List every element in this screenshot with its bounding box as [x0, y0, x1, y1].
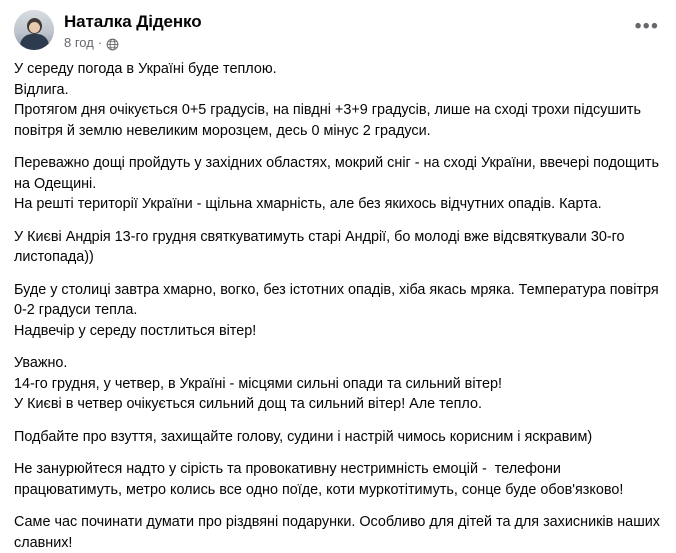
post-paragraph: Буде у столиці завтра хмарно, вогко, без істотних опадів, хіба якась мряка. Температура повітря 0-2 градуси тепла.: [14, 281, 663, 318]
globe-icon[interactable]: [106, 38, 119, 51]
post-body: [0, 55, 676, 553]
post-paragraph: Відлига.: [14, 81, 69, 98]
avatar-face: [29, 22, 40, 33]
post-timestamp[interactable]: 8 год: [64, 35, 94, 50]
avatar[interactable]: [14, 10, 54, 50]
post-paragraph: Не занурюйтеся надто у сірість та провокативну нестримність емоцій - телефони працюватимуть, метро колись все одно поїде, коти муркотітимуть, сонце буде обов'язково!: [14, 461, 624, 498]
post-paragraph: У середу погода в Україні буде теплою.: [14, 61, 277, 77]
post-paragraph: Саме час починати думати про різдвяні подарунки. Особливо для дітей та для захисників наших славних!: [14, 514, 664, 551]
post-more-options-button[interactable]: [632, 16, 662, 38]
avatar-body: [20, 34, 49, 50]
post-paragraph: На решті території України - щільна хмарність, але без якихось відчутних опадів. Карта.: [14, 196, 602, 212]
post-header-text: [64, 10, 202, 51]
post-meta: [64, 35, 202, 51]
post-paragraph: Переважно дощі пройдуть у західних областях, мокрий сніг - на сході України, ввечері подощить на Одещині.: [14, 155, 663, 192]
post-paragraph: Протягом дня очікується 0+5 градусів, на півдні +3+9 градусів, лише на сході трохи підсушить повітря й землю невеликим морозцем, десь 0 мінус 2 градуси.: [14, 102, 646, 139]
post-paragraph: У Києві Андрія 13-го грудня святкуватимуть старі Андрії, бо молоді вже відсвяткували 30-го листопада)): [14, 228, 629, 265]
post-paragraph: У Києві в четвер очікується сильний дощ та сильний вітер! Але тепло.: [14, 396, 482, 412]
post-paragraph: Подбайте про взуття, захищайте голову, судини і настрій чимось корисним і яскравим): [14, 428, 593, 445]
post-paragraph: Надвечір у середу постлиться вітер!: [14, 322, 257, 339]
post-header: [0, 0, 676, 55]
ellipsis-icon: •••: [634, 16, 660, 37]
post-paragraph: 14-го грудня, у четвер, в Україні - місцями сильні опади та сильний вітер!: [14, 375, 502, 392]
author-name[interactable]: Наталка Діденко: [64, 12, 202, 31]
meta-separator: ·: [97, 35, 103, 50]
post-paragraph: Уважно.: [14, 355, 68, 371]
